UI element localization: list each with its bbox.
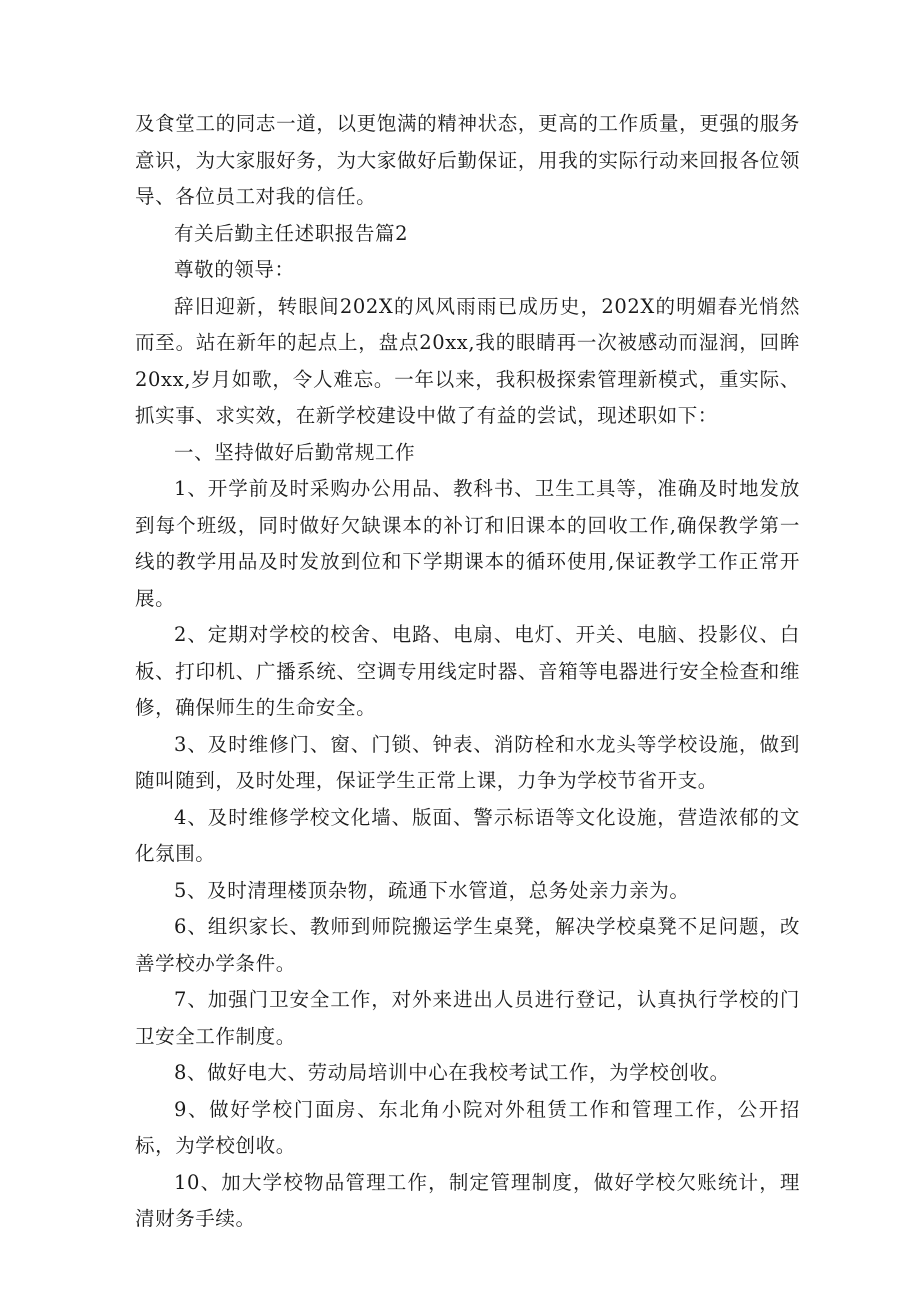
section-heading: 一、坚持做好后勤常规工作 <box>174 440 416 464</box>
list-item: 6、组织家长、教师到师院搬运学生桌凳，解决学校桌凳不足问题，改善学校办学条件。 <box>135 915 800 975</box>
list-item: 3、及时维修门、窗、门锁、钟表、消防栓和水龙头等学校设施，做到随叫随到，及时处理，保证学生正常上课，力争为学校节省开支。 <box>135 732 800 792</box>
document-body <box>135 106 800 1238</box>
list-item: 10、加大学校物品管理工作，制定管理制度，做好学校欠账统计，理清财务手续。 <box>135 1170 800 1230</box>
list-item: 1、开学前及时采购办公用品、教科书、卫生工具等，准确及时地发放到每个班级，同时做好欠缺课本的补订和旧课本的回收工作,确保教学第一线的教学用品及时发放到位和下学期课本的循环使用,保证教学工作正常开展。 <box>135 477 800 610</box>
section-title: 有关后勤主任述职报告篇2 <box>174 221 409 245</box>
list-item: 5、及时清理楼顶杂物，疏通下水管道，总务处亲力亲为。 <box>174 878 690 902</box>
list-item: 8、做好电大、劳动局培训中心在我校考试工作，为学校创收。 <box>174 1061 730 1084</box>
list-item: 4、及时维修学校文化墙、版面、警示标语等文化设施，营造浓郁的文化氛围。 <box>135 805 800 865</box>
list-item: 9、做好学校门面房、东北角小院对外租赁工作和管理工作，公开招标，为学校创收。 <box>135 1097 800 1157</box>
paragraph-closing: 及食堂工的同志一道，以更饱满的精神状态，更高的工作质量，更强的服务意识，为大家服好务，为大家做好后勤保证，用我的实际行动来回报各位领导、各位员工对我的信任。 <box>135 112 800 208</box>
list-item: 2、定期对学校的校舍、电路、电扇、电灯、开关、电脑、投影仪、白板、打印机、广播系统、空调专用线定时器、音箱等电器进行安全检查和维修，确保师生的生命安全。 <box>135 623 800 719</box>
salutation: 尊敬的领导： <box>174 258 295 281</box>
list-item: 7、加强门卫安全工作，对外来进出人员进行登记，认真执行学校的门卫安全工作制度。 <box>135 988 800 1048</box>
paragraph-intro: 辞旧迎新，转眼间202X的风风雨雨已成历史，202X的明媚春光悄然而至。站在新年的起点上，盘点20xx,我的眼睛再一次被感动而湿润，回眸20xx,岁月如歌，令人难忘。一年以来，我积极探索管理新模式，重实际、抓实事、求实效，在新学校建设中做了有益的尝试，现述职如下： <box>135 294 800 427</box>
